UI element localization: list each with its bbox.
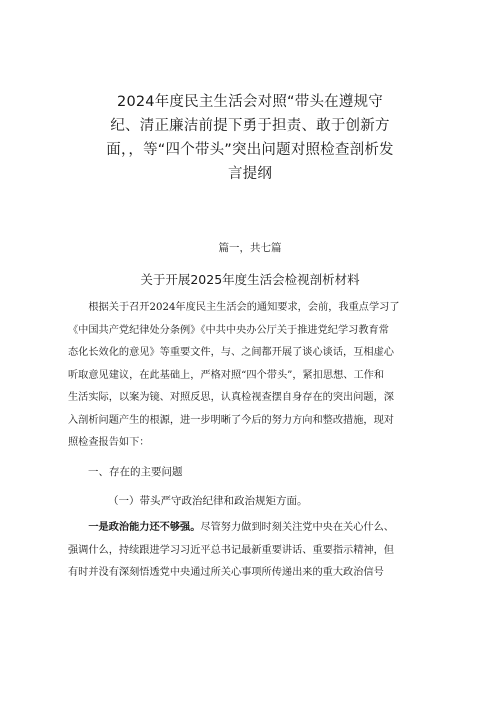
- article-title: 关于开展2025年度生活会检视剖析材料: [140, 272, 360, 287]
- paragraph-line: 有时并没有深刻悟透党中央通过所关心事项所传递出来的重大政治信号: [68, 567, 384, 578]
- paragraph-line: 强调什么，持续跟进学习习近平总书记最新重要讲话、重要指示精神，但: [68, 544, 394, 556]
- paragraph-text: 尽管努力做到时刻关注党中央在关心什么、: [200, 522, 394, 533]
- paragraph-lead: 一是政治能力还不够强。: [88, 521, 201, 533]
- title-line: 面，，等“四个带头”突出问题对照检查剖析发: [106, 142, 394, 158]
- intro-paragraph: [68, 297, 436, 455]
- paragraph-line: 《中国共产党纪律处分条例》《中共中央办公厅关于推进党纪学习教育常: [68, 324, 389, 336]
- paragraph-line: [68, 516, 436, 540]
- body-paragraph: [68, 516, 436, 585]
- title-line: 2024年度民主生活会对照“带头在遵规守: [117, 94, 383, 110]
- paragraph-line: 照检查报告如下：: [68, 437, 150, 448]
- paragraph-line: 入剖析问题产生的根源，进一步明晰了今后的努力方向和整改措施，现对: [68, 414, 394, 426]
- paragraph-line: 根据关于召开2024年度民主生活会的通知要求，会前，我重点学习了: [68, 302, 400, 313]
- document-title: [60, 90, 440, 186]
- paragraph-line: 听取意见建议，在此基础上，严格对照“四个带头”，紧扣思想、工作和: [68, 369, 385, 381]
- heading-level-2: （一）带头严守政治纪律和政治规矩方面。: [108, 495, 308, 507]
- section-label: 篇一，共七篇: [218, 242, 282, 254]
- paragraph-line: 态化长效化的意见》等重要文件，与、之间都开展了谈心谈话，互相虚心: [68, 347, 394, 358]
- heading-level-1: 一、存在的主要问题: [88, 466, 183, 478]
- title-line: 言提纲: [227, 166, 273, 182]
- title-line: 纪、清正廉洁前提下勇于担责、敢于创新方: [110, 118, 390, 134]
- paragraph-line: 生活实际，以案为镜、对照反思，认真检视查摆自身存在的突出问题，深: [68, 392, 394, 403]
